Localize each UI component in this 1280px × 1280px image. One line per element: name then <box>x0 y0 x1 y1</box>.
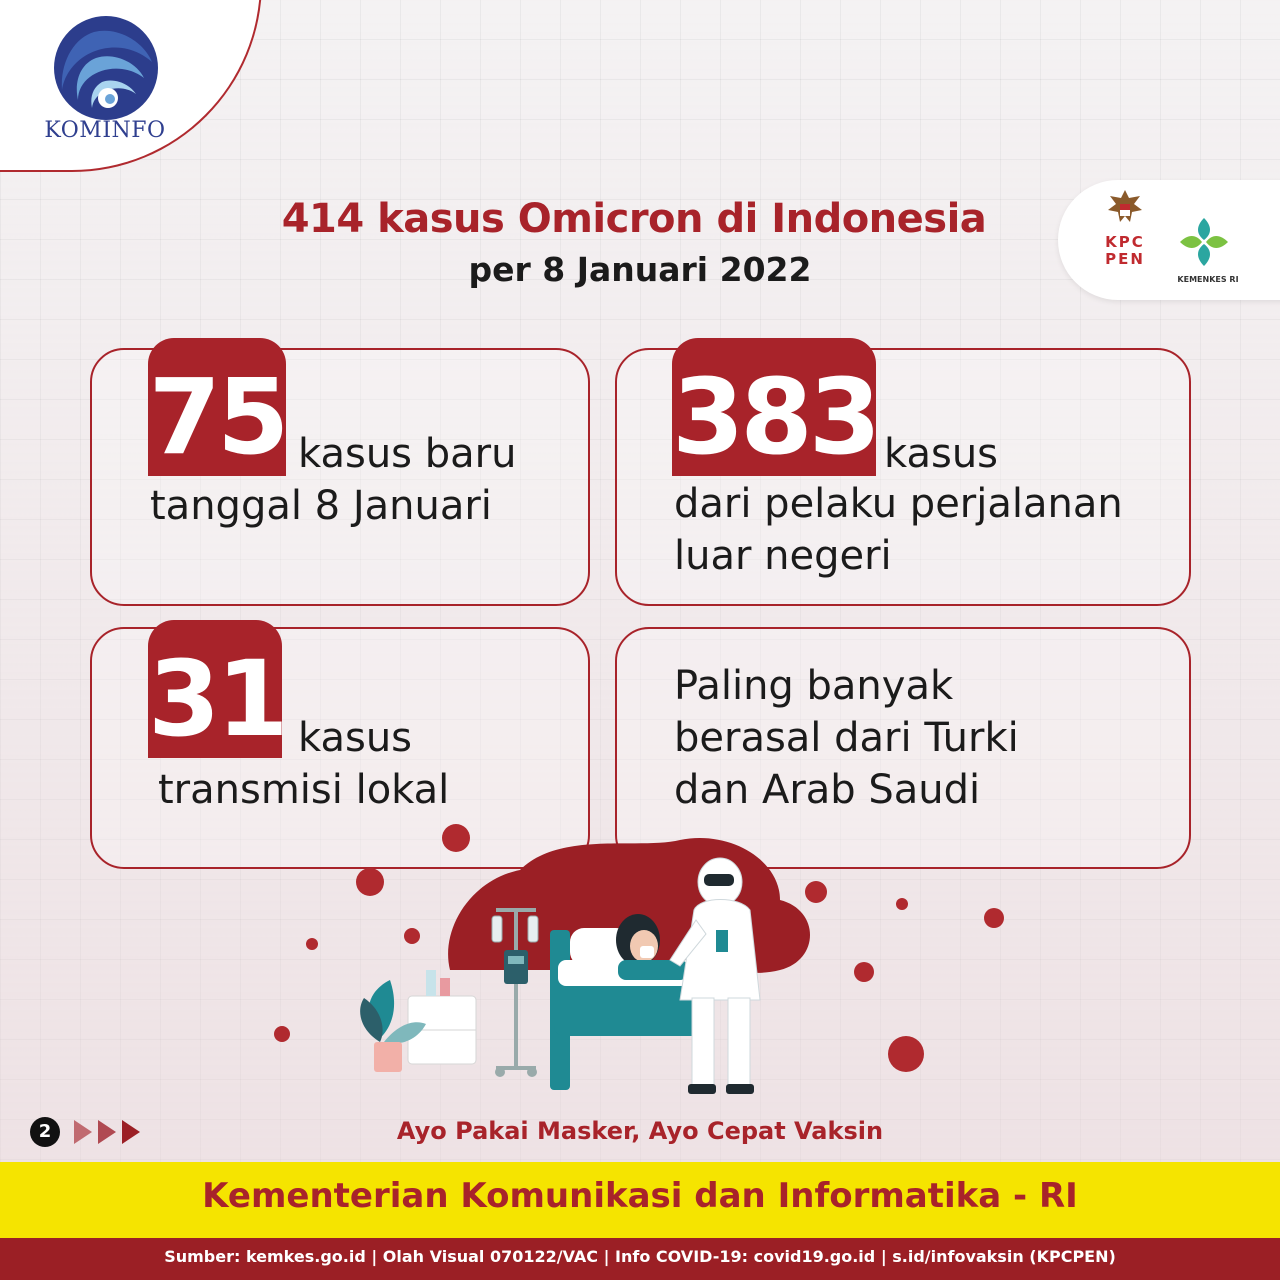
kominfo-logo-icon <box>48 12 168 122</box>
stat-label-origin-line3: dan Arab Saudi <box>674 767 981 813</box>
footer-source-text: Sumber: kemkes.go.id | Olah Visual 070122/VAC | Info COVID-19: covid19.go.id | s.id/infovaksin (KPCPEN) <box>164 1247 1116 1266</box>
stat-number-travel-cases: 383 <box>672 338 876 476</box>
campaign-tagline: Ayo Pakai Masker, Ayo Cepat Vaksin <box>396 1117 884 1145</box>
stat-number-new-cases: 75 <box>148 338 286 476</box>
stat-label-travel-cases-line1: kasus <box>884 431 999 477</box>
stat-label-new-cases-line2: tanggal 8 Januari <box>150 483 492 529</box>
stat-label-new-cases-line1: kasus baru <box>298 431 517 477</box>
stat-label-local-cases-line2: transmisi lokal <box>158 767 450 813</box>
kpcpen-label: KPC PEN <box>1105 233 1145 268</box>
stat-label-travel-cases-line3: luar negeri <box>674 533 892 579</box>
page-title: 414 kasus Omicron di Indonesia <box>281 196 987 242</box>
stat-label-travel-cases-line2: dari pelaku perjalanan <box>674 481 1123 527</box>
stat-label-local-cases-line1: kasus <box>298 715 413 761</box>
stat-label-origin-line2: berasal dari Turki <box>674 715 1019 761</box>
kemenkes-label: KEMENKES RI <box>1177 275 1239 284</box>
page-number-badge: 2 <box>30 1117 60 1147</box>
footer-title: Kementerian Komunikasi dan Informatika - RI <box>202 1176 1078 1216</box>
kominfo-wordmark: KOMINFO <box>44 118 166 143</box>
stat-label-origin-line1: Paling banyak <box>674 663 954 709</box>
stat-number-local-cases: 31 <box>148 620 282 758</box>
iv-stand <box>492 910 538 1077</box>
page-subtitle: per 8 Januari 2022 <box>468 250 812 289</box>
hospital-illustration <box>260 810 1020 1110</box>
arrow-right-icon[interactable] <box>70 1116 148 1148</box>
nightstand <box>408 970 476 1064</box>
